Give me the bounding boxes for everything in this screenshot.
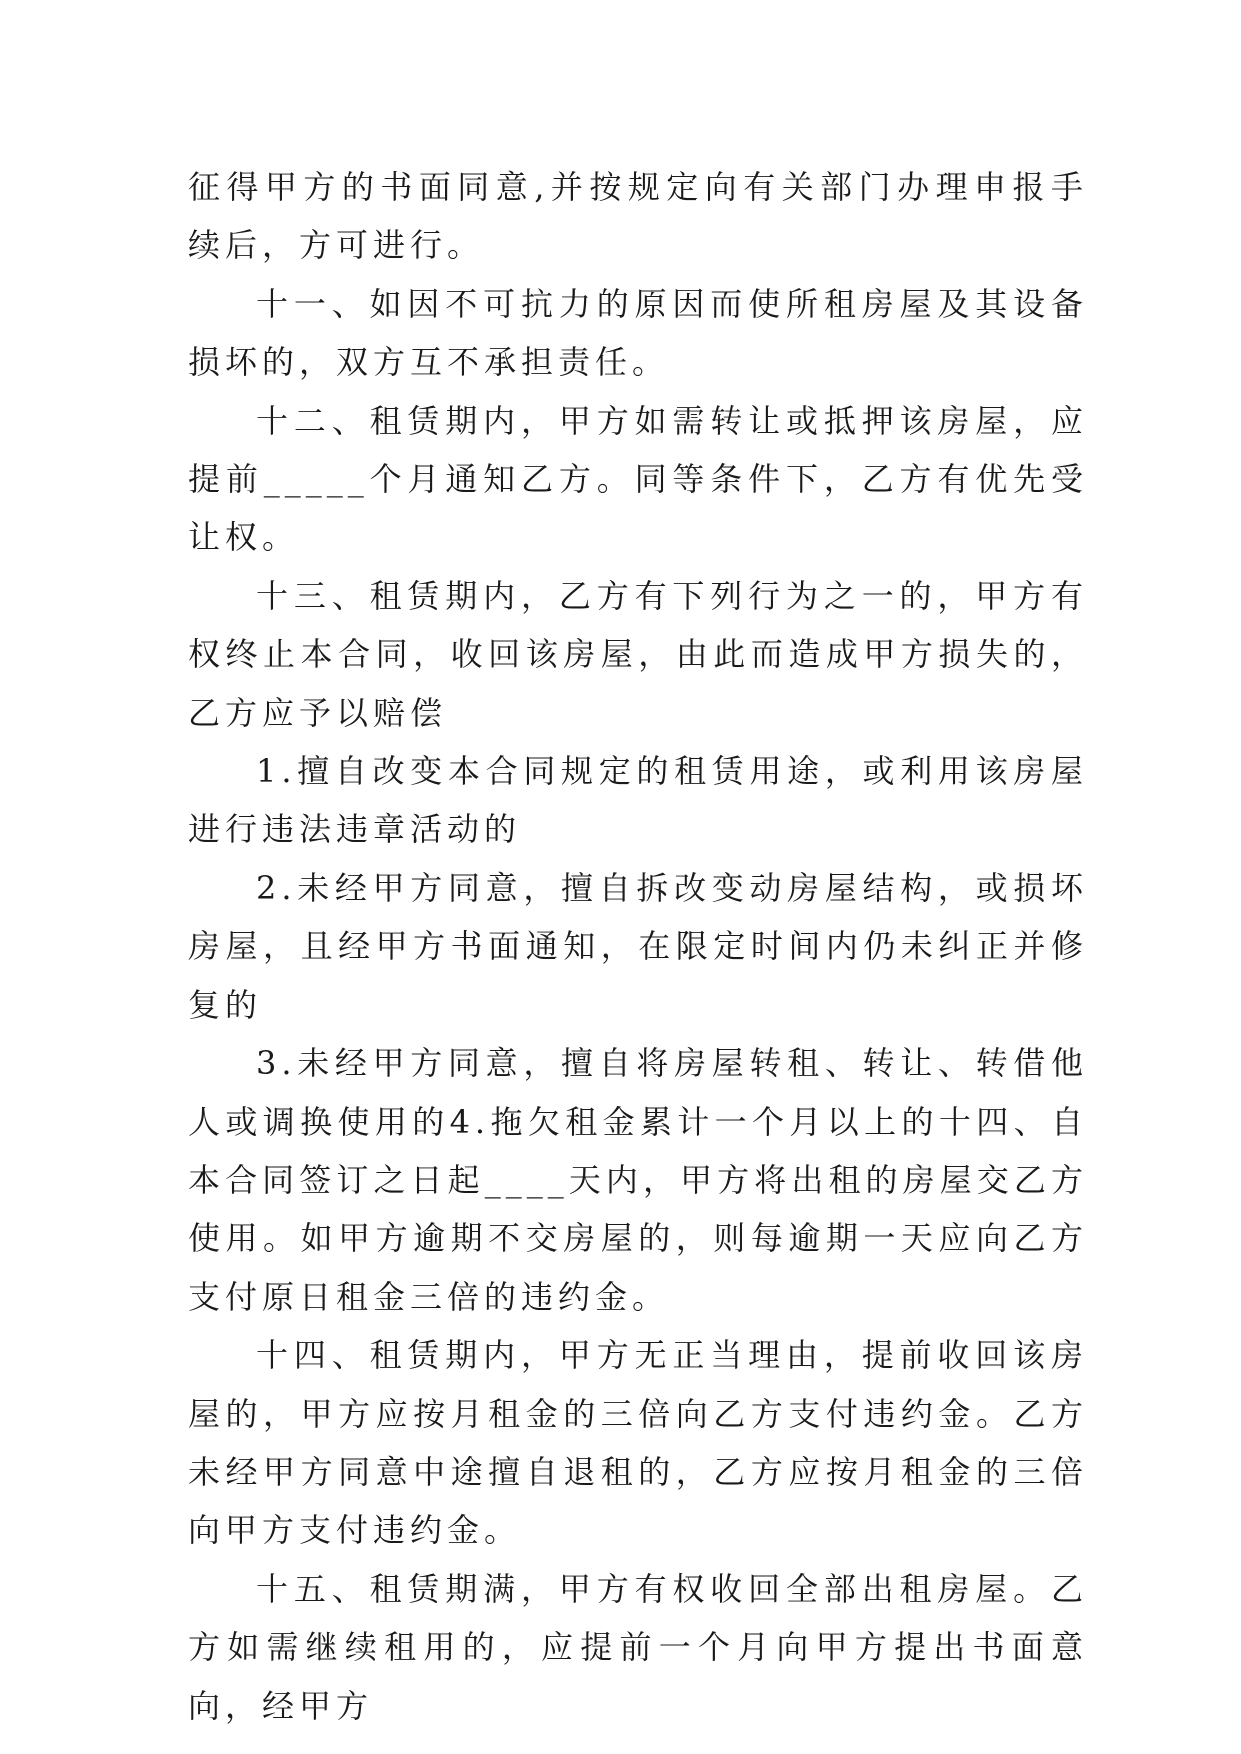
paragraph-clause-13-item-2: 2.未经甲方同意，擅自拆改变动房屋结构，或损坏房屋，且经甲方书面通知，在限定时间内仍未纠正并修复的 bbox=[188, 868, 1088, 1024]
paragraph-clause-15: 十五、租赁期满，甲方有权收回全部出租房屋。乙方如需继续租用的，应提前一个月向甲方提出书面意向，经甲方 bbox=[188, 1569, 1088, 1725]
paragraph-clause-13-item-3: 3.未经甲方同意，擅自将房屋转租、转让、转借他人或调换使用的4.拖欠租金累计一个月以上的十四、自本合同签订之日起____天内，甲方将出租的房屋交乙方使用。如甲方逾期不交房屋的，则每逾期一天应向乙方支付原日租金三倍的违约金。 bbox=[188, 1044, 1088, 1316]
paragraph-clause-12: 十二、租赁期内，甲方如需转让或抵押该房屋，应提前_____个月通知乙方。同等条件下，乙方有优先受让权。 bbox=[188, 401, 1088, 557]
paragraph-clause-13-item-1: 1.擅自改变本合同规定的租赁用途，或利用该房屋进行违法违章活动的 bbox=[188, 752, 1088, 849]
paragraph-clause-11: 十一、如因不可抗力的原因而使所租房屋及其设备损坏的，双方互不承担责任。 bbox=[188, 284, 1088, 382]
paragraph-continuation: 征得甲方的书面同意,并按规定向有关部门办理申报手续后，方可进行。 bbox=[188, 168, 1088, 265]
paragraph-clause-14: 十四、租赁期内，甲方无正当理由，提前收回该房屋的，甲方应按月租金的三倍向乙方支付违约金。乙方未经甲方同意中途擅自退租的，乙方应按月租金的三倍向甲方支付违约金。 bbox=[188, 1336, 1088, 1550]
paragraph-clause-13: 十三、租赁期内，乙方有下列行为之一的，甲方有权终止本合同，收回该房屋，由此而造成甲方损失的，乙方应予以赔偿 bbox=[188, 576, 1088, 732]
document-body bbox=[188, 158, 1088, 1735]
